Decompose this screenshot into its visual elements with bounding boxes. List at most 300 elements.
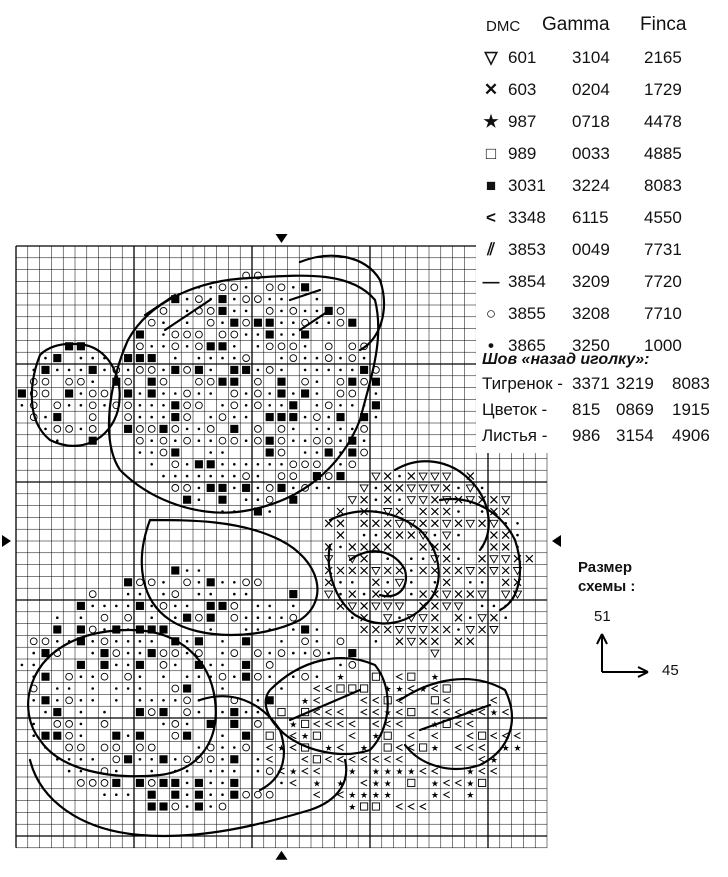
stitch-symbol xyxy=(327,487,330,490)
stitch-symbol xyxy=(245,392,248,395)
stitch-symbol xyxy=(221,793,224,796)
stitch-symbol xyxy=(361,555,368,562)
stitch-symbol xyxy=(407,485,415,492)
stitch-symbol xyxy=(207,461,214,468)
stitch-symbol xyxy=(186,793,189,796)
stitch-symbol xyxy=(231,779,238,786)
stitch-symbol xyxy=(338,721,344,727)
stitch-symbol xyxy=(349,343,356,350)
legend-dmc: 603 xyxy=(508,80,537,99)
stitch-symbol: ★ xyxy=(383,685,392,695)
backstitch-label: Цветок - xyxy=(482,400,548,419)
stitch-symbol xyxy=(231,603,238,610)
stitch-symbol xyxy=(469,581,472,584)
stitch-symbol xyxy=(91,675,94,678)
stitch-symbol xyxy=(233,675,236,678)
stitch-symbol xyxy=(209,664,212,667)
stitch-symbol xyxy=(503,709,509,715)
stitch-symbol xyxy=(431,650,439,657)
stitch-symbol xyxy=(136,709,143,716)
stitch-symbol xyxy=(386,557,389,560)
stitch-symbol xyxy=(290,343,297,350)
stitch-symbol xyxy=(198,711,201,714)
stitch-symbol xyxy=(372,378,379,385)
stitch-symbol xyxy=(245,711,248,714)
stitch-symbol xyxy=(478,591,486,598)
legend-header-dmc: DMC xyxy=(486,18,521,35)
stitch-symbol xyxy=(219,602,226,609)
stitch-symbol xyxy=(89,366,96,373)
stitch-symbol xyxy=(68,687,71,690)
stitch-symbol xyxy=(125,425,132,432)
legend-finca: 8083 xyxy=(644,176,682,195)
stitch-symbol xyxy=(245,439,248,442)
stitch-symbol xyxy=(363,593,366,596)
stitch-symbol xyxy=(457,510,460,513)
stitch-symbol xyxy=(77,626,84,633)
stitch-symbol xyxy=(361,709,367,715)
stitch-symbol: ★ xyxy=(324,744,333,754)
stitch-symbol xyxy=(257,628,260,631)
stitch-symbol: ★ xyxy=(348,767,357,778)
stitch-symbol xyxy=(125,614,132,621)
stitch-symbol xyxy=(68,758,71,761)
stitch-symbol xyxy=(160,709,167,716)
stitch-symbol xyxy=(255,390,262,397)
legend-finca: 4550 xyxy=(644,208,682,227)
stitch-symbol xyxy=(316,357,319,360)
stitch-symbol xyxy=(207,343,214,350)
stitch-symbol xyxy=(136,331,143,338)
stitch-symbol xyxy=(290,308,297,315)
stitch-symbol xyxy=(304,369,307,372)
legend-dmc: 989 xyxy=(508,144,537,163)
stitch-symbol xyxy=(266,319,273,326)
stitch-symbol xyxy=(316,404,319,407)
stitch-symbol xyxy=(349,662,356,669)
stitch-symbol xyxy=(325,355,332,362)
circle-icon: ○ xyxy=(485,304,497,323)
stitch-symbol xyxy=(339,664,342,667)
stitch-symbol xyxy=(268,392,271,395)
stitch-symbol xyxy=(174,439,177,442)
stitch-symbol xyxy=(139,652,142,655)
stitch-symbol xyxy=(243,319,250,326)
stitch-symbol xyxy=(278,426,285,433)
legend-gamma: 3250 xyxy=(572,336,610,355)
stitch-symbol xyxy=(56,687,59,690)
stitch-symbol xyxy=(150,439,153,442)
stitch-symbol xyxy=(245,404,248,407)
stitch-symbol xyxy=(231,791,238,798)
stitch-symbol xyxy=(325,437,332,444)
stitch-symbol xyxy=(479,768,485,774)
stitch-symbol xyxy=(375,534,378,537)
stitch-symbol xyxy=(127,652,130,655)
stitch-symbol xyxy=(18,390,25,397)
stitch-symbol xyxy=(184,414,191,421)
stitch-symbol xyxy=(207,308,214,315)
stitch-symbol xyxy=(410,569,413,572)
stitch-symbol xyxy=(233,416,236,419)
stitch-symbol xyxy=(290,591,297,598)
stitch-symbol xyxy=(186,569,189,572)
stitch-symbol xyxy=(233,581,236,584)
stitch-symbol xyxy=(219,414,226,421)
stitch-symbol xyxy=(431,614,438,621)
stitch-symbol xyxy=(150,699,153,702)
stitch-symbol xyxy=(384,732,391,739)
stitch-symbol xyxy=(162,699,165,702)
stitch-symbol xyxy=(160,603,167,610)
stitch-symbol xyxy=(292,428,295,431)
stitch-symbol xyxy=(466,520,474,527)
stitch-symbol xyxy=(502,497,510,504)
stitch-symbol xyxy=(443,484,450,491)
stitch-symbol xyxy=(327,321,330,324)
stitch-symbol xyxy=(148,709,155,716)
stitch-symbol xyxy=(198,581,201,584)
stitch-symbol xyxy=(490,556,498,563)
stitch-symbol xyxy=(396,627,404,634)
stitch-symbol xyxy=(339,404,342,407)
stitch-symbol xyxy=(457,557,460,560)
stitch-symbol xyxy=(136,779,143,786)
stitch-symbol xyxy=(186,345,189,348)
stitch-symbol xyxy=(139,416,142,419)
stitch-symbol xyxy=(490,543,497,550)
stitch-symbol xyxy=(490,627,498,634)
stitch-symbol xyxy=(243,355,250,362)
stitch-symbol xyxy=(337,378,344,385)
stitch-symbol xyxy=(351,404,354,407)
stitch-symbol xyxy=(444,709,450,715)
stitch-symbol xyxy=(384,496,391,503)
stitch-symbol xyxy=(372,673,379,680)
stitch-symbol xyxy=(127,734,130,737)
stitch-symbol xyxy=(375,487,378,490)
stitch-symbol xyxy=(255,437,262,444)
stitch-symbol xyxy=(290,614,297,621)
stitch-symbol xyxy=(186,723,189,726)
stitch-symbol xyxy=(398,616,401,619)
stitch-symbol xyxy=(420,567,427,574)
stitch-symbol xyxy=(431,496,438,503)
stitch-symbol xyxy=(137,437,144,444)
stitch-symbol xyxy=(198,498,201,501)
stitch-symbol xyxy=(493,605,496,608)
stitch-symbol xyxy=(196,296,203,303)
stitch-symbol xyxy=(361,520,368,527)
stitch-symbol xyxy=(198,439,201,442)
stitch-symbol xyxy=(479,567,486,574)
stitch-symbol xyxy=(196,402,203,409)
stitch-symbol xyxy=(233,357,236,360)
stitch-symbol xyxy=(266,343,273,350)
stitch-symbol xyxy=(325,449,332,456)
stitch-symbol xyxy=(280,357,283,360)
stitch-symbol xyxy=(231,425,238,432)
stitch-symbol xyxy=(186,640,189,643)
stitch-symbol xyxy=(127,593,130,596)
stitch-symbol xyxy=(54,426,61,433)
stitch-symbol xyxy=(268,463,271,466)
stitch-symbol xyxy=(56,369,59,372)
stitch-symbol xyxy=(313,756,320,763)
stitch-symbol xyxy=(255,721,262,728)
legend-finca: 7710 xyxy=(644,304,682,323)
stitch-symbol xyxy=(349,721,355,727)
stitch-symbol xyxy=(125,355,132,362)
stitch-symbol xyxy=(481,487,484,490)
stitch-symbol xyxy=(148,791,155,798)
stitch-symbol xyxy=(245,333,248,336)
stitch-symbol xyxy=(162,333,165,336)
stitch-symbol xyxy=(243,732,250,739)
stitch-symbol xyxy=(455,567,462,574)
stitch-symbol xyxy=(115,793,118,796)
stitch-symbol xyxy=(316,451,319,454)
stitch-symbol xyxy=(66,721,73,728)
legend-gamma: 0718 xyxy=(572,112,610,131)
stitch-symbol xyxy=(115,605,118,608)
stitch-symbol xyxy=(443,685,450,692)
stitch-symbol xyxy=(338,709,344,715)
stitch-symbol xyxy=(407,627,415,634)
stitch-symbol xyxy=(80,616,83,619)
stitch-symbol xyxy=(396,508,403,515)
stitch-symbol xyxy=(316,298,319,301)
stitch-symbol xyxy=(339,439,342,442)
stitch-symbol xyxy=(255,426,262,433)
stitch-symbol xyxy=(304,652,307,655)
stitch-symbol xyxy=(219,484,226,491)
legend-row xyxy=(476,208,726,234)
stitch-symbol xyxy=(78,378,85,385)
stitch-symbol xyxy=(408,804,414,810)
stitch-symbol xyxy=(384,603,392,610)
stitch-symbol xyxy=(89,626,96,633)
stitch-symbol xyxy=(384,532,391,539)
stitch-symbol xyxy=(304,345,307,348)
stitch-symbol xyxy=(221,687,224,690)
stitch-symbol xyxy=(444,780,450,786)
stitch-symbol xyxy=(349,319,356,326)
stitch-symbol xyxy=(337,473,344,480)
stitch-symbol xyxy=(266,367,273,374)
tiger-ear-right xyxy=(300,256,384,350)
stitch-symbol xyxy=(280,404,283,407)
stitch-symbol xyxy=(80,699,83,702)
stitch-symbol xyxy=(103,711,106,714)
stitch-symbol xyxy=(420,543,427,550)
stitch-symbol xyxy=(396,567,403,574)
stitch-symbol xyxy=(361,602,368,609)
stitch-symbol xyxy=(209,439,212,442)
stitch-symbol xyxy=(266,331,273,338)
stitch-symbol xyxy=(443,579,450,586)
stitch-symbol xyxy=(80,404,83,407)
stitch-symbol xyxy=(127,664,130,667)
stitch-symbol xyxy=(326,686,332,692)
stitch-symbol: ★ xyxy=(489,708,498,719)
backstitch-finca: 1915 xyxy=(672,400,710,419)
stitch-symbol xyxy=(115,640,118,643)
stitch-symbol: ★ xyxy=(360,744,369,754)
stitch-symbol xyxy=(172,461,179,468)
stitch-symbol xyxy=(160,803,167,810)
stitch-symbol xyxy=(361,496,368,503)
stitch-symbol xyxy=(349,567,356,574)
stitch-symbol xyxy=(162,475,165,478)
stitch-symbol xyxy=(243,791,250,798)
stitch-symbol xyxy=(339,463,342,466)
stitch-symbol xyxy=(266,284,273,291)
stitch-symbol xyxy=(195,803,202,810)
stitch-symbol xyxy=(420,508,427,515)
stitch-symbol xyxy=(325,402,332,409)
stitch-symbol xyxy=(172,485,179,492)
stitch-symbol xyxy=(443,567,450,574)
stitch-symbol xyxy=(162,404,165,407)
stitch-symbol xyxy=(209,416,212,419)
stitch-symbol xyxy=(327,369,330,372)
stitch-symbol xyxy=(257,498,260,501)
stitch-symbol xyxy=(302,284,309,291)
stitch-symbol xyxy=(44,416,47,419)
stitch-symbol xyxy=(91,380,94,383)
stitch-symbol xyxy=(80,369,83,372)
stitch-symbol xyxy=(91,687,94,690)
stitch-symbol xyxy=(127,687,130,690)
stitch-symbol xyxy=(209,593,212,596)
stitch-symbol xyxy=(257,369,260,372)
stitch-symbol xyxy=(137,343,144,350)
stitch-symbol xyxy=(337,520,344,527)
stitch-symbol xyxy=(66,378,73,385)
stitch-symbol xyxy=(148,367,155,374)
stitch-symbol xyxy=(337,638,344,645)
stitch-symbol xyxy=(443,591,451,598)
stitch-symbol xyxy=(80,770,83,773)
stitch-symbol: ★ xyxy=(336,673,345,684)
stitch-symbol xyxy=(490,568,498,575)
stitch-symbol xyxy=(221,746,224,749)
stitch-symbol xyxy=(339,369,342,372)
stitch-symbol: ★ xyxy=(466,779,475,790)
stitch-symbol xyxy=(361,685,368,692)
stitch-symbol xyxy=(397,745,403,751)
stitch-symbol xyxy=(78,744,85,751)
stitch-symbol xyxy=(66,744,73,751)
stitch-symbol xyxy=(361,426,368,433)
stitch-symbol xyxy=(207,614,214,621)
stitch-symbol xyxy=(172,803,179,810)
stitch-symbol xyxy=(278,449,285,456)
legend-row xyxy=(476,176,726,202)
stitch-symbol xyxy=(384,484,391,491)
stitch-symbol xyxy=(314,461,321,468)
stitch-symbol xyxy=(186,770,189,773)
stitch-symbol xyxy=(363,357,366,360)
stitch-symbol xyxy=(361,756,367,762)
stitch-symbol xyxy=(316,369,319,372)
stitch-symbol xyxy=(278,378,285,385)
stitch-symbol xyxy=(174,699,177,702)
stitch-symbol xyxy=(196,378,203,385)
stitch-symbol xyxy=(455,603,463,610)
stitch-symbol xyxy=(186,675,189,678)
stitch-symbol xyxy=(196,343,203,350)
stitch-symbol xyxy=(304,439,307,442)
legend-header-gamma: Gamma xyxy=(542,14,610,35)
stitch-symbol xyxy=(407,497,415,504)
stitch-symbol xyxy=(292,652,295,655)
stitch-symbol xyxy=(326,756,332,762)
stitch-symbol xyxy=(290,745,296,751)
stitch-symbol xyxy=(266,791,273,798)
stitch-symbol xyxy=(396,520,404,527)
stitch-symbol xyxy=(373,721,379,727)
stitch-symbol xyxy=(314,792,320,798)
stitch-symbol xyxy=(127,605,130,608)
stitch-symbol xyxy=(456,745,462,751)
stitch-symbol xyxy=(174,475,177,478)
legend-gamma: 3209 xyxy=(572,272,610,291)
stitch-symbol xyxy=(268,616,271,619)
tiger-leg xyxy=(200,696,284,790)
stitch-symbol xyxy=(186,298,189,301)
stitch-symbol xyxy=(349,449,356,456)
stitch-symbol xyxy=(148,355,155,362)
stitch-symbol xyxy=(148,744,155,751)
stitch-symbol xyxy=(207,484,214,491)
stitch-symbol xyxy=(302,626,309,633)
stitch-symbol xyxy=(455,520,462,527)
stitch-symbol xyxy=(150,605,153,608)
stitch-symbol xyxy=(172,779,179,786)
stitch-symbol xyxy=(101,780,108,787)
stitch-symbol xyxy=(410,593,413,596)
backstitch-title: Шов «назад иголку»: xyxy=(482,351,650,368)
stitch-symbol xyxy=(231,720,238,727)
stitch-symbol xyxy=(113,779,120,786)
stitch-symbol xyxy=(266,437,273,444)
stitch-symbol xyxy=(139,392,142,395)
stitch-symbol xyxy=(174,616,177,619)
stitch-symbol xyxy=(54,709,61,716)
stitch-symbol xyxy=(396,532,403,539)
stitch-symbol xyxy=(479,732,486,739)
stitch-symbol xyxy=(42,366,49,373)
stitch-symbol xyxy=(431,638,438,645)
stitch-symbol xyxy=(42,390,49,397)
stitch-symbol xyxy=(396,638,403,645)
stitch-symbol: ★ xyxy=(371,791,380,802)
stitch-symbol xyxy=(233,487,236,490)
stitch-symbol xyxy=(420,804,426,810)
stitch-symbol xyxy=(337,308,344,315)
stitch-symbol xyxy=(372,568,380,575)
stitch-symbol xyxy=(481,605,484,608)
stitch-symbol xyxy=(186,652,189,655)
stitch-symbol xyxy=(410,557,413,560)
stitch-symbol xyxy=(313,732,320,739)
stitch-symbol xyxy=(280,310,283,313)
stitch-symbol xyxy=(419,473,427,480)
stitch-symbol xyxy=(410,581,413,584)
tiger-body-outline xyxy=(142,520,318,635)
